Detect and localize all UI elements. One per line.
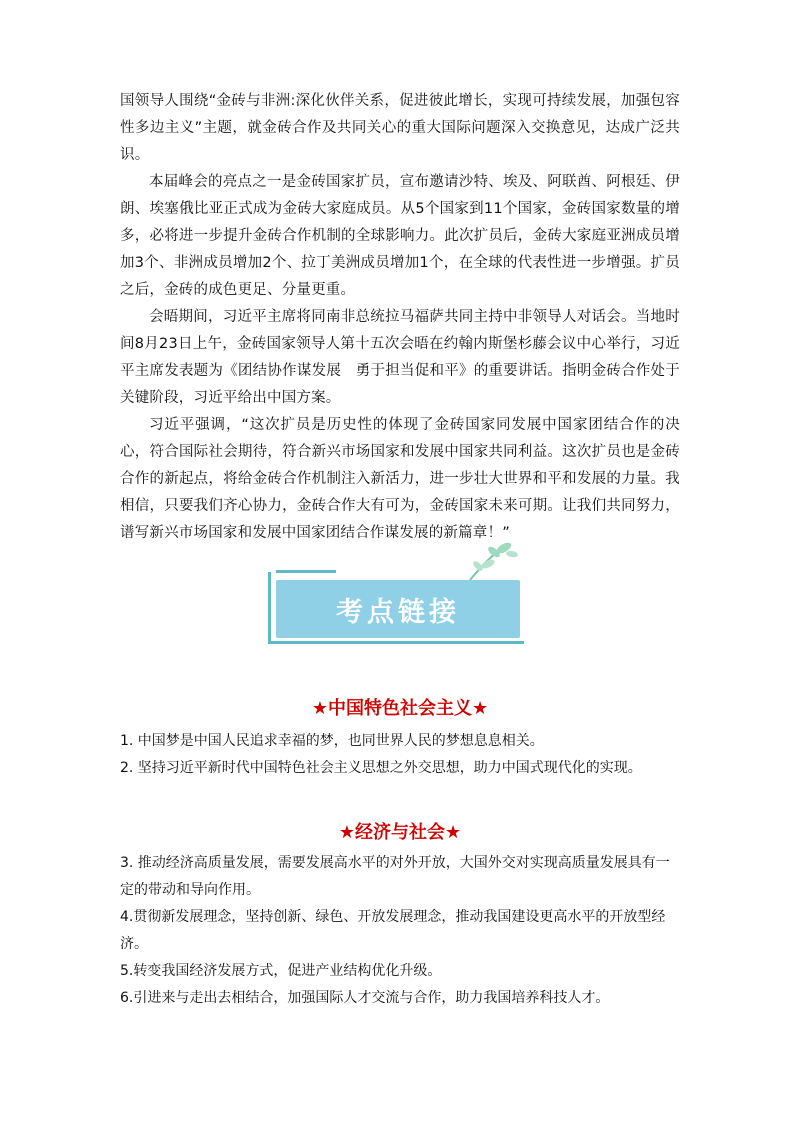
list-item: 4.贯彻新发展理念，坚持创新、绿色、开放发展理念，推动我国建设更高水平的开放型经济。 xyxy=(120,909,666,952)
section-heading-socialism: ★中国特色社会主义★ xyxy=(311,698,489,719)
section-heading-economy: ★经济与社会★ xyxy=(338,822,462,843)
banner-frame-top xyxy=(276,570,336,574)
section-banner xyxy=(268,540,530,650)
list-item: 5.转变我国经济发展方式，促进产业结构优化升级。 xyxy=(120,963,442,979)
paragraph-4: 习近平强调，“这次扩员是历史性的体现了金砖国家同发展中国家团结合作的决心，符合国际社会期待，符合新兴市场国家和发展中国家共同利益。这次扩员也是金砖合作的新起点，将给金砖合作机制注入新活力，进一步壮大世界和平和发展的力量。我相信，只要我们齐心协力，金砖合作大有可为，金砖国家未来可期。让我们共同努力，谱写新兴市场国家和发展中国家团结合作谋发展的新篇章！” xyxy=(120,417,680,541)
list-item: 2. 坚持习近平新时代中国特色社会主义思想之外交思想，助力中国式现代化的实现。 xyxy=(120,760,642,776)
economy-list xyxy=(120,850,680,1012)
socialism-list xyxy=(120,728,680,782)
article-body xyxy=(120,88,680,547)
paragraph-1: 国领导人围绕“金砖与非洲:深化伙伴关系，促进彼此增长，实现可持续发展，加强包容性多边主义”主题，就金砖合作及共同关心的重大国际问题深入交换意见，达成广泛共识。 xyxy=(120,93,680,163)
list-item: 1. 中国梦是中国人民追求幸福的梦，也同世界人民的梦想息息相关。 xyxy=(120,733,544,749)
paragraph-2: 本届峰会的亮点之一是金砖国家扩员，宣布邀请沙特、埃及、阿联酋、阿根廷、伊朗、埃塞俄比亚正式成为金砖大家庭成员。从5个国家到11个国家，金砖国家数量的增多，必将进一步提升金砖合作机制的全球影响力。此次扩员后，金砖大家庭亚洲成员增加3个、非洲成员增加2个、拉丁美洲成员增加1个，在全球的代表性进一步增强。扩员之后，金砖的成色更足、分量更重。 xyxy=(120,174,680,298)
list-item: 6.引进来与走出去相结合，加强国际人才交流与合作，助力我国培养科技人才。 xyxy=(120,990,610,1006)
banner-title: 考点链接 xyxy=(336,596,460,628)
list-item: 3. 推动经济高质量发展，需要发展高水平的对外开放，大国外交对实现高质量发展具有一定的带动和导向作用。 xyxy=(120,855,670,898)
paragraph-3: 会晤期间，习近平主席将同南非总统拉马福萨共同主持中非领导人对话会。当地时间8月23日上午，金砖国家领导人第十五次会晤在约翰内斯堡杉藤会议中心举行，习近平主席发表题为《团结协作谋发展 勇于担当促和平》的重要讲话。指明金砖合作处于关键阶段，习近平给出中国方案。 xyxy=(120,309,680,406)
